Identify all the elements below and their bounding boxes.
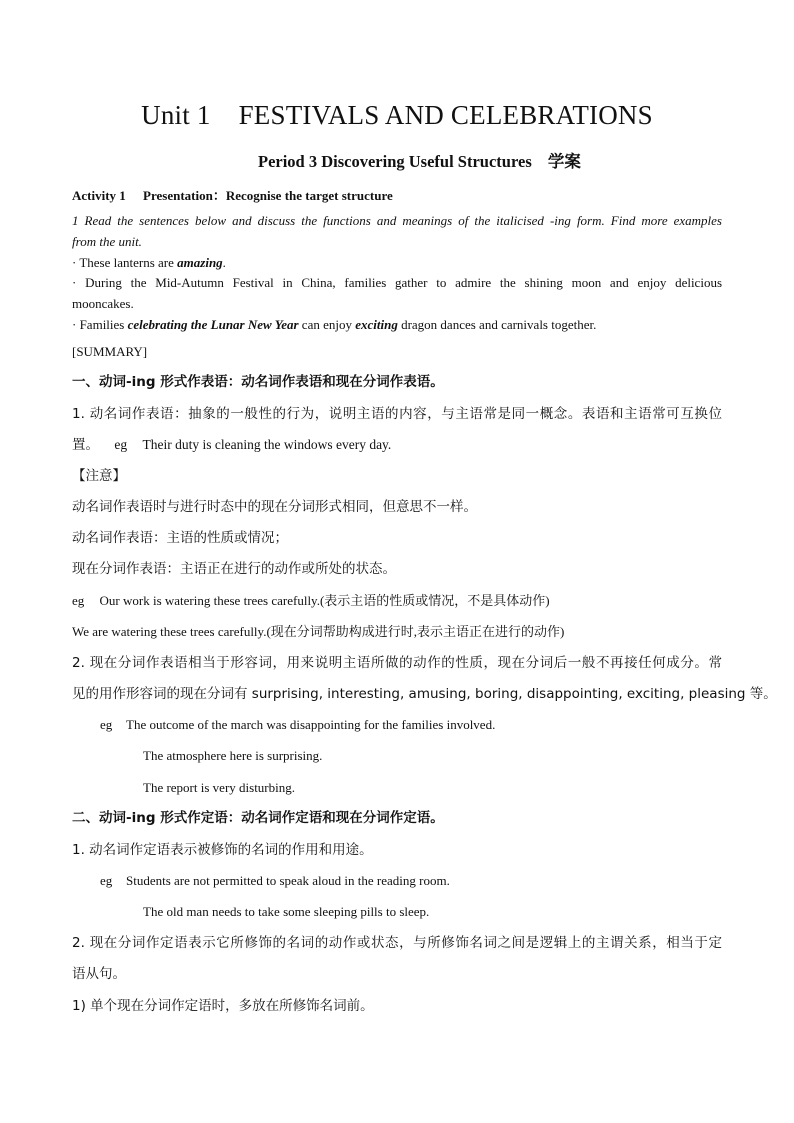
note-example-2: We are watering these trees carefully.(现在分词帮助构成进行时,表示主语正在进行的动作) [72,624,565,639]
s2-point-1-example-1 [100,871,750,891]
sentence-text: · Families [72,317,128,332]
s2-point-1-example-2: The old man needs to take some sleeping pills to sleep. [143,904,430,919]
s1-point-2-line-1: 2. 现在分词作表语相当于形容词，用来说明主语所做的动作的性质，现在分词后一般不再接任何成分。常 [72,655,722,671]
instruction-line-1: 1 Read the sentences below and discuss the functions and meanings of the italicised -ing form. Find more examples [72,213,722,228]
eg-label: eg [100,873,113,888]
period-subtitle [258,148,581,172]
s2-point-2-line-1: 2. 现在分词作定语表示它所修饰的名词的动作或状态，与所修饰名词之间是逻辑上的主谓关系，相当于定 [72,935,722,951]
summary-label: [SUMMARY] [72,344,148,359]
italicised-ing-form: exciting [355,317,398,332]
eg-label: eg [100,717,113,732]
note-example-1 [72,591,722,611]
s1-point-2-line-2: 见的用作形容词的现在分词有 surprising, interesting, amusing, boring, disappointing, exciting, pleasing 等。 [72,686,777,702]
s2-point-1: 1. 动名词作定语表示被修饰的名词的作用和用途。 [72,842,373,858]
section-1-heading: 一、动词-ing 形式作表语：动名词作表语和现在分词作表语。 [72,374,444,390]
s1-point-2-example-3: The report is very disturbing. [143,780,295,795]
note-title: 【注意】 [72,468,126,484]
sentence-text: · These lanterns are [72,255,178,270]
page-title [0,100,794,131]
s2-point-3: 1) 单个现在分词作定语时，多放在所修饰名词前。 [72,998,374,1014]
eg-label: eg [114,437,128,452]
s1-point-1-line-1: 1. 动名词作表语：抽象的一般性的行为，说明主语的内容，与主语常是同一概念。表语和主语常可互换位 [72,406,722,422]
eg-label: eg [72,593,85,608]
example-sentence-3 [72,315,722,335]
example-text: The outcome of the march was disappointing for the families involved. [126,717,496,732]
instruction-line-2: from the unit. [72,234,142,249]
italicised-ing-form: celebrating the Lunar New Year [127,317,299,332]
example-text: Students are not permitted to speak aloud in the reading room. [126,873,450,888]
note-line-3: 现在分词作表语：主语正在进行的动作或所处的状态。 [72,561,396,577]
activity-number: Activity 1 [72,188,126,203]
sentence-text: . [222,255,226,270]
unit-number: Unit 1 [141,100,211,130]
period-suffix: 学案 [547,152,581,171]
unit-title: FESTIVALS AND CELEBRATIONS [238,100,653,130]
s1-point-2-example-1 [100,715,750,735]
italicised-ing-form: amazing [177,255,223,270]
example-sentence-1 [72,253,722,273]
activity-title: Presentation：Recognise the target structure [143,188,393,203]
point-text: 置。 [72,437,99,453]
example-text: Their duty is cleaning the windows every day. [142,437,392,452]
example-sentence-2-line-1: · During the Mid-Autumn Festival in China, families gather to admire the shining moon and enjoy delicious [72,275,722,290]
note-line-2: 动名词作表语：主语的性质或情况； [72,530,288,546]
s2-point-2-line-2: 语从句。 [72,966,126,982]
example-sentence-2-line-2: mooncakes. [72,296,134,311]
period-title: Period 3 Discovering Useful Structures [258,152,532,171]
s1-point-2-example-2: The atmosphere here is surprising. [143,748,323,763]
sentence-text: dragon dances and carnivals together. [397,317,597,332]
s1-point-1-line-2 [72,435,722,455]
note-line-1: 动名词作表语时与进行时态中的现在分词形式相同，但意思不一样。 [72,499,477,515]
example-text: Our work is watering these trees carefully.(表示主语的性质或情况，不是具体动作) [99,593,550,608]
activity-heading [72,186,722,206]
sentence-text: can enjoy [298,317,356,332]
section-2-heading: 二、动词-ing 形式作定语：动名词作定语和现在分词作定语。 [72,810,444,826]
